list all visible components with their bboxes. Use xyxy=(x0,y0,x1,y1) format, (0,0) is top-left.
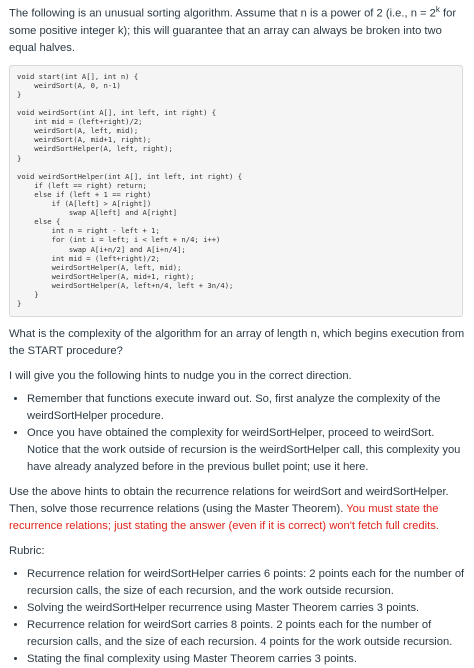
code-line: int mid = (left+right)/2; xyxy=(17,117,143,127)
intro-text-part2: for some positive integer k); this will guarantee that an array can always be broken into two equal halves. xyxy=(9,7,457,54)
code-line: weirdSortHelper(A, left, right); xyxy=(17,144,173,154)
rubric-item: • Stating the final complexity using Master Theorem carries 3 points. xyxy=(27,651,467,668)
code-line xyxy=(17,163,455,172)
code-line: swap A[left] and A[right] xyxy=(17,208,178,218)
rubric-item: • Recurrence relation for weirdSort carries 8 points. 2 points each for the number of recursion calls, and the size of each recursion. 4 points for the work outside recursion. xyxy=(27,617,467,651)
code-line: void weirdSortHelper(int A[], int left, int right) { xyxy=(17,171,243,181)
code-block xyxy=(9,65,463,317)
intro-text-part1: The following is an unusual sorting algorithm. Assume that n is a power of 2 (i.e., n = 2 xyxy=(9,7,436,20)
assignment-content xyxy=(9,0,467,668)
question-paragraph: What is the complexity of the algorithm for an array of length n, which begins execution from the START procedure? xyxy=(9,327,465,357)
code-line: } xyxy=(17,299,22,309)
code-line: weirdSort(A, left, mid); xyxy=(17,126,139,136)
code-line: void start(int A[], int n) { xyxy=(17,71,139,81)
code-line: } xyxy=(17,89,22,99)
code-line: } xyxy=(17,153,22,163)
code-line: weirdSortHelper(A, mid+1, right); xyxy=(17,271,195,281)
instructions-text: Use the above hints to obtain the recurrence relations for weirdSort and weirdSortHelper. Then, solve those recurrence relations (using the Master Theorem). xyxy=(9,485,449,515)
code-line: weirdSortHelper(A, left+n/4, left + 3n/4); xyxy=(17,280,234,290)
code-line: for (int i = left; i < left + n/4; i++) xyxy=(17,235,221,245)
rubric-title: Rubric: xyxy=(9,544,45,557)
hints-intro: I will give you the following hints to nudge you in the correct direction. xyxy=(9,369,352,382)
code-line: if (left == right) return; xyxy=(17,180,147,190)
rubric-item: • Recurrence relation for weirdSortHelper carries 6 points: 2 points each for the number of recursion calls, the size of each recursion, and the work outside recursion. xyxy=(27,566,467,600)
rubric-item: • Solving the weirdSortHelper recurrence using Master Theorem carries 3 points. xyxy=(27,600,467,617)
code-line: weirdSortHelper(A, left, mid); xyxy=(17,262,182,272)
intro-exponent: k xyxy=(435,5,440,14)
code-line: weirdSort(A, 0, n-1) xyxy=(17,80,121,90)
code-line: if (A[left] > A[right]) xyxy=(17,199,152,209)
hints-list xyxy=(9,391,467,476)
code-line: else if (left + 1 == right) xyxy=(17,189,152,199)
code-line xyxy=(17,99,455,108)
code-line: int mid = (left+right)/2; xyxy=(17,253,160,263)
code-line: weirdSort(A, mid+1, right); xyxy=(17,135,152,145)
intro-paragraph xyxy=(9,1,467,57)
code-line: else { xyxy=(17,217,61,227)
code-line: int n = right - left + 1; xyxy=(17,226,160,236)
rubric-list xyxy=(9,566,467,668)
code-line: swap A[i+n/2] and A[i+n/4]; xyxy=(17,244,186,254)
warning-text: You must state the recurrence relations; just stating the answer (even if it is correct) won't fetch full credits. xyxy=(9,502,439,532)
hint-item: • Remember that functions execute inward out. So, first analyze the complexity of the weirdSortHelper procedure. xyxy=(27,391,467,425)
code-line: } xyxy=(17,289,39,299)
hint-item: • Once you have obtained the complexity for weirdSortHelper, proceed to weirdSort. Notice that the work outside of recursion is the weirdSortHelper call, this complexity you have already analyzed before in the previous bullet point; use it here. xyxy=(27,425,467,476)
code-line: void weirdSort(int A[], int left, int right) { xyxy=(17,108,217,118)
instructions-paragraph xyxy=(9,484,467,535)
